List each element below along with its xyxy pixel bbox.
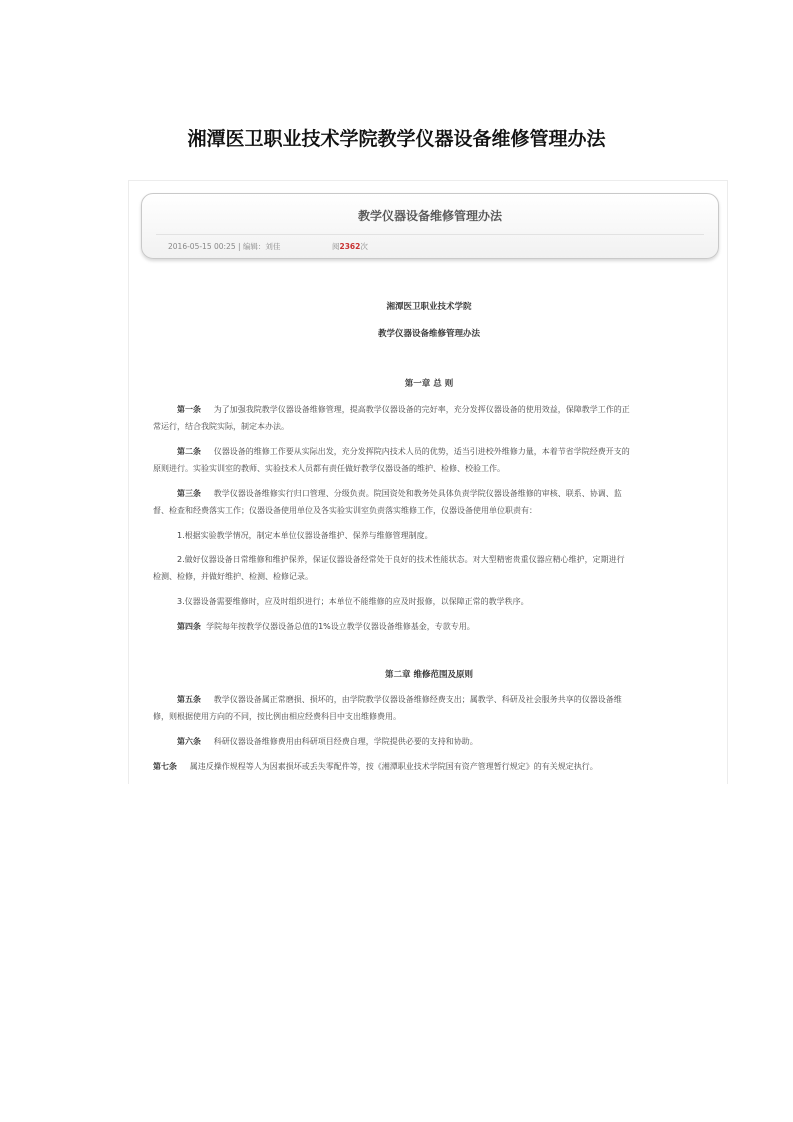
article-label: 第四条 <box>177 622 201 631</box>
article-text: 属违反操作规程等人为因素损坏或丢失零配件等，按《湘潭职业技术学院国有资产管理暂行规定》的有关规定执行。 <box>189 762 598 771</box>
subtitle-line: 教学仪器设备维修管理办法 <box>377 329 480 339</box>
article-3-item-2-line-1: 2.做好仪器设备日常维修和维护保养，保证仪器设备经常处于良好的技术性能状态。对大型精密贵重仪器应精心维护，定期进行 <box>177 555 625 564</box>
article-body <box>129 181 729 785</box>
article-7-line-1 <box>153 758 598 775</box>
article-3-line-2: 督、检查和经费落实工作；仪器设备使用单位及各实验实训室负责落实维修工作，仪器设备使用单位职责有： <box>153 506 537 515</box>
article-2-line-1 <box>177 443 630 460</box>
article-6-line-1 <box>177 733 478 750</box>
article-text: 为了加强我院教学仪器设备维修管理，提高教学仪器设备的完好率，充分发挥仪器设备的使用效益，保障教学工作的正 <box>213 405 630 414</box>
article-screenshot <box>128 180 728 784</box>
article-text: 仪器设备的维修工作要从实际出发，充分发挥院内技术人员的优势，适当引进校外维修力量，本着节省学院经费开支的 <box>213 447 630 456</box>
article-text: 科研仪器设备维修费用由科研项目经费自理，学院提供必要的支持和协助。 <box>213 737 478 746</box>
article-4-line-1 <box>177 618 475 635</box>
article-label: 第六条 <box>177 737 201 746</box>
article-5-line-2: 修，则根据使用方向的不同，按比例由相应经费科目中支出维修费用。 <box>153 712 401 721</box>
article-header-title: 教学仪器设备维修管理办法 <box>357 209 502 223</box>
article-3-item-1: 1.根据实验教学情况，制定本单位仪器设备维护、保养与维修管理制度。 <box>177 531 433 540</box>
article-meta: 2016-05-15 00:25 | 编辑：刘佳 <box>168 242 281 251</box>
article-5-line-1 <box>177 691 622 708</box>
view-count-suffix: 次 <box>360 242 368 251</box>
article-1-line-1 <box>177 401 630 418</box>
chapter-heading-1: 第一章 总 则 <box>404 379 454 389</box>
article-3-item-2-line-2: 检测、检修，并做好维护、检测、检修记录。 <box>153 572 313 581</box>
article-3-item-3: 3.仪器设备需要维修时，应及时组织进行；本单位不能维修的应及时报修，以保障正常的教学秩序。 <box>177 597 529 606</box>
article-text: 教学仪器设备属正常磨损、损坏的，由学院教学仪器设备维修经费支出；属教学、科研及社会服务共享的仪器设备维 <box>213 695 622 704</box>
article-label: 第五条 <box>177 695 201 704</box>
article-text: 教学仪器设备维修实行归口管理、分级负责。院国资处和教务处具体负责学院仪器设备维修的审核、联系、协调、监 <box>213 489 622 498</box>
article-1-line-2: 常运行，结合我院实际，制定本办法。 <box>153 422 289 431</box>
article-label: 第一条 <box>177 405 201 414</box>
article-label: 第三条 <box>177 489 201 498</box>
article-2-line-2: 原则进行。实验实训室的教师、实验技术人员都有责任做好教学仪器设备的维护、检修、校验工作。 <box>153 464 505 473</box>
article-label: 第二条 <box>177 447 201 456</box>
article-text: 学院每年按教学仪器设备总值的1%设立教学仪器设备维修基金，专款专用。 <box>206 622 475 631</box>
org-line: 湘潭医卫职业技术学院 <box>386 302 472 312</box>
view-count-prefix: 阅 <box>332 242 340 251</box>
article-3-line-1 <box>177 485 622 502</box>
chapter-heading-2: 第二章 维修范围及原则 <box>385 670 473 680</box>
article-label: 第七条 <box>153 762 177 771</box>
view-count-number: 2362 <box>339 242 361 251</box>
document-title: 湘潭医卫职业技术学院教学仪器设备维修管理办法 <box>187 128 606 150</box>
